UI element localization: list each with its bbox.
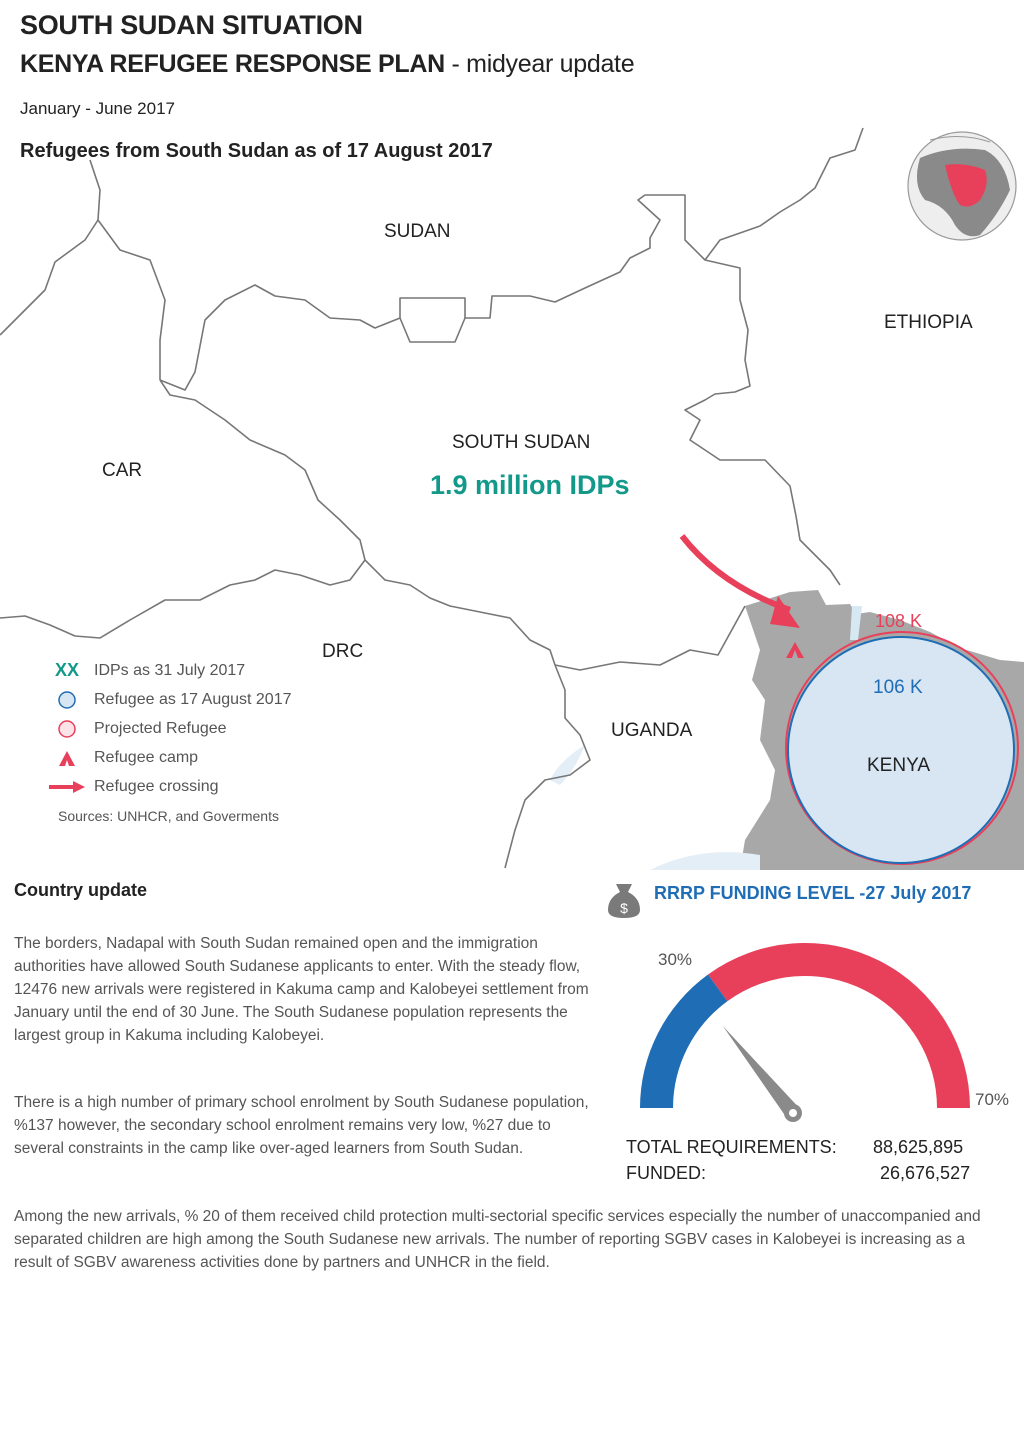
gauge-gap-pct: 70% (975, 1090, 1010, 1109)
gauge-needle (723, 1026, 799, 1118)
legend-row-idps (40, 656, 292, 685)
country-update-paragraph-3: Among the new arrivals, % 20 of them received child protection multi-sectorial specific services especially the number of unaccompanied and separated children are high among the South Sudanese new arrivals. The number of reporting SGBV cases in Kalobeyei is increasing as a result of SGBV awareness activities done by partners and UNHCR in the field. (14, 1208, 981, 1271)
label-south-sudan: SOUTH SUDAN (452, 432, 591, 453)
requirements-row (626, 1137, 837, 1158)
border-ethiopia (705, 128, 863, 260)
funded-value: 26,676,527 (880, 1163, 971, 1183)
requirements-value: 88,625,895 (873, 1137, 964, 1157)
map-legend (40, 656, 292, 801)
money-bag-icon (604, 880, 644, 920)
funded-row (626, 1163, 706, 1184)
legend-tent-icon (40, 748, 94, 768)
map-sources: Sources: UNHCR, and Goverments (58, 808, 279, 824)
legend-row-refugee (40, 685, 292, 714)
gauge-funded-pct: 30% (658, 950, 693, 969)
border-uganda-west (505, 665, 590, 868)
legend-arrow-icon (40, 780, 94, 794)
refugee-circle (788, 637, 1014, 863)
legend-projected-circle-icon (40, 719, 94, 739)
legend-refugee-circle-icon (40, 690, 94, 710)
legend-row-crossing (40, 772, 292, 801)
idps-label: 1.9 million IDPs (430, 470, 630, 500)
gauge-funded-arc (640, 975, 727, 1108)
label-uganda: UGANDA (611, 720, 693, 741)
border-sudan-north (90, 160, 165, 380)
country-update-paragraph-1: The borders, Nadapal with South Sudan remained open and the immigration authorities have allowed South Sudanese applicants to enter. With the steady flow, 12476 new arrivals were registered in Kakuma camp and Kalobeyei settlement from January until the end of 30 June. The South Sudanese population represents the largest group in Kakuma including Kalobeyei. (14, 935, 589, 1044)
legend-refugee-label: Refugee as 17 August 2017 (94, 690, 292, 708)
projected-refugee-value: 108 K (875, 611, 923, 631)
svg-text:$: $ (620, 900, 628, 916)
legend-projected-label: Projected Refugee (94, 719, 227, 737)
border-sudan-south (160, 195, 840, 585)
legend-camp-label: Refugee camp (94, 748, 199, 766)
legend-idps-symbol: XX (54, 660, 79, 680)
funding-title: RRRP FUNDING LEVEL -27 July 2017 (654, 883, 972, 903)
border-car-sudan (0, 220, 98, 335)
legend-crossing-label: Refugee crossing (94, 777, 219, 795)
label-car: CAR (102, 460, 143, 481)
lake-kyoga (550, 745, 585, 785)
label-sudan: SUDAN (384, 221, 451, 242)
legend-row-projected (40, 714, 292, 743)
lake-victoria (650, 852, 760, 870)
map-title: Refugees from South Sudan as of 17 August 2017 (20, 140, 493, 162)
requirements-label: TOTAL REQUIREMENTS: (626, 1137, 837, 1157)
legend-row-camp (40, 743, 292, 772)
legend-idps-label: IDPs as 31 July 2017 (94, 661, 246, 679)
border-kafia (400, 318, 465, 342)
plan-title (20, 50, 634, 79)
country-update-title: Country update (14, 880, 147, 900)
border-drc-car (0, 560, 365, 638)
country-update-paragraph-2: There is a high number of primary school enrolment by South Sudanese population, %137 however, the secondary school enrolment remains very low, %27 due to several constraints in the camp like over-aged learners from South Sudan. (14, 1094, 589, 1157)
page-title: SOUTH SUDAN SITUATION (20, 10, 363, 40)
refugee-value: 106 K (873, 677, 923, 698)
plan-title-light: - midyear update (444, 50, 635, 78)
label-ethiopia: ETHIOPIA (884, 312, 973, 333)
border-car-south (160, 380, 555, 665)
globe-locator (908, 132, 1016, 240)
label-kenya: KENYA (867, 755, 931, 776)
plan-title-bold: KENYA REFUGEE RESPONSE PLAN (20, 50, 445, 78)
funded-label: FUNDED: (626, 1163, 706, 1183)
gauge-needle-hub-inner (789, 1109, 797, 1117)
gauge-unfunded-arc (708, 943, 970, 1108)
label-drc: DRC (322, 641, 364, 662)
border-uganda-north (555, 606, 745, 670)
reporting-period: January - June 2017 (20, 99, 175, 118)
